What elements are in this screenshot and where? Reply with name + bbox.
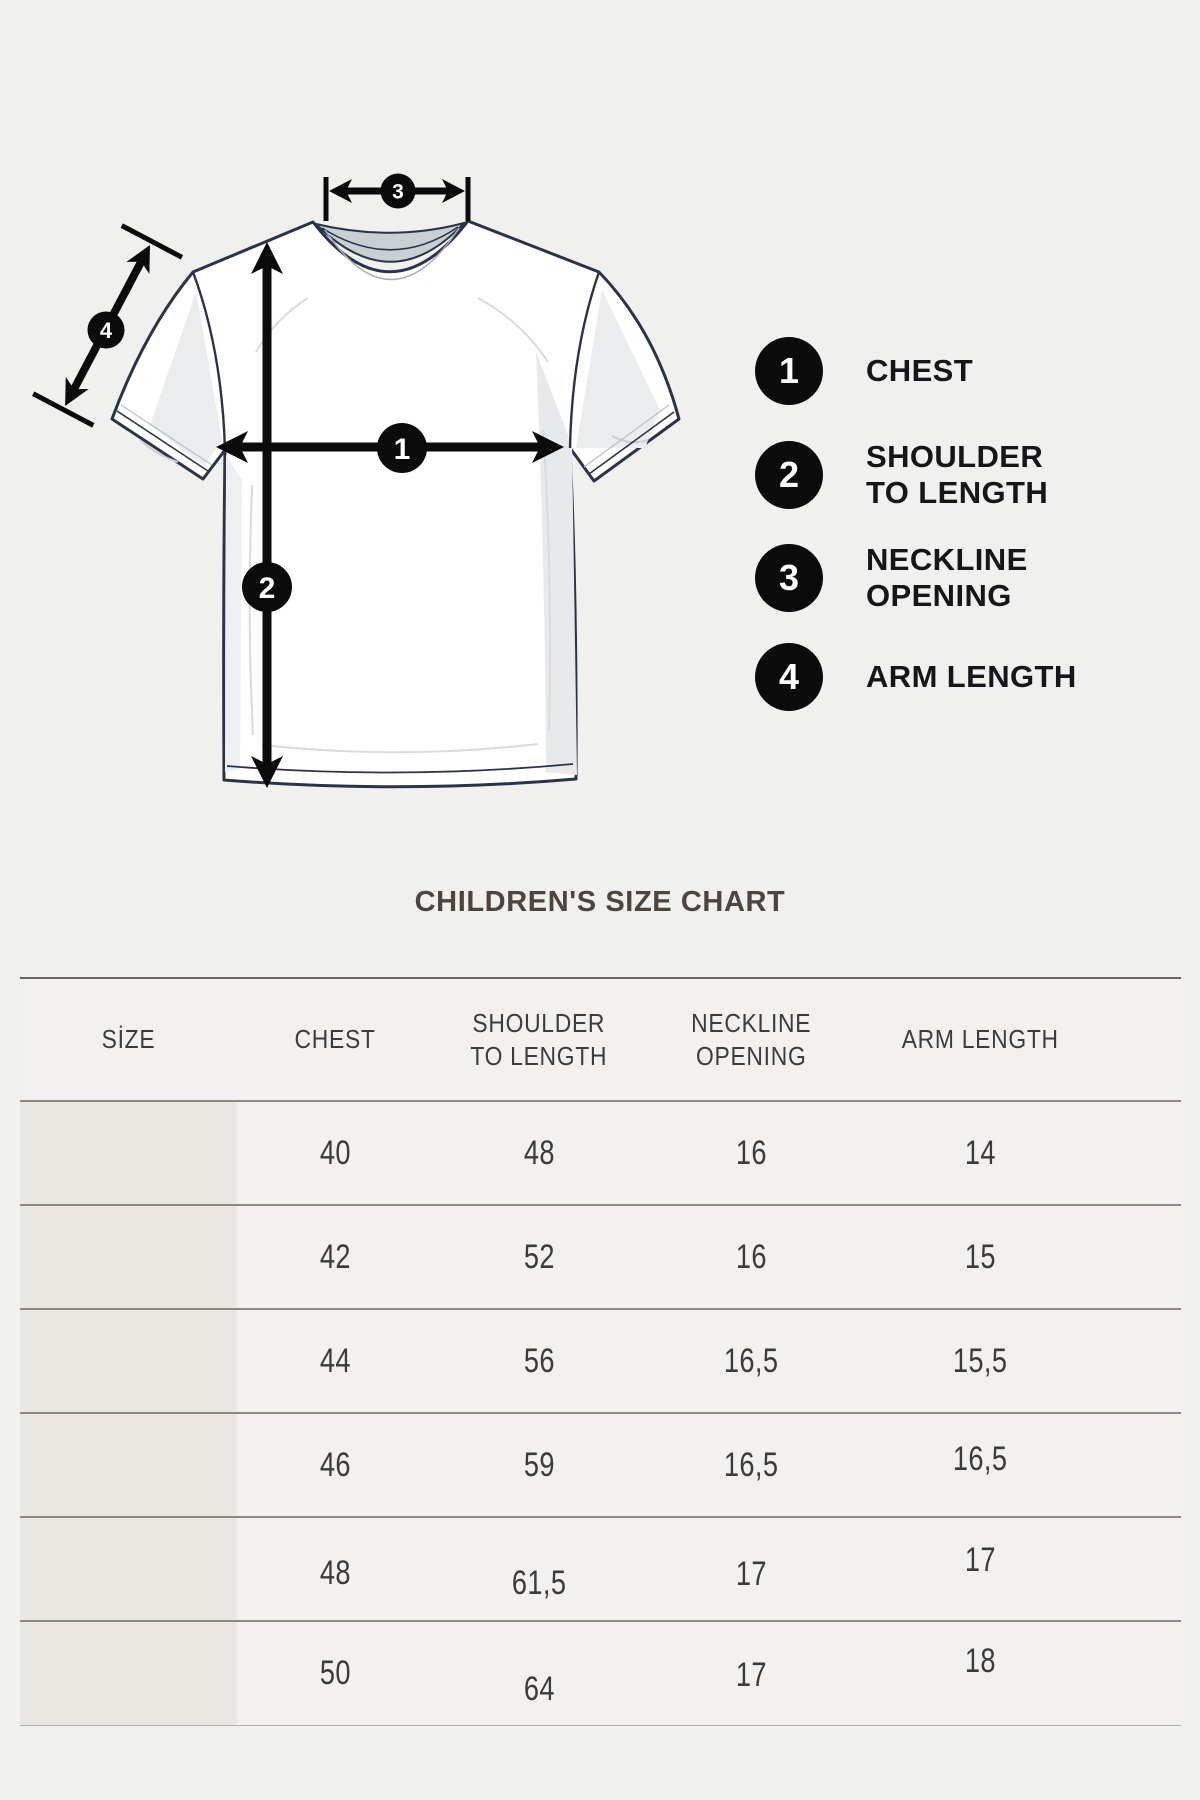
svg-text:1: 1 — [393, 432, 411, 466]
cell-arm: 18 — [964, 1641, 996, 1680]
legend-label — [866, 439, 1048, 511]
cell-shoulder: 52 — [523, 1237, 555, 1276]
cell-arm: 16,5 — [952, 1439, 1008, 1478]
header-neckline-opening: NECKLINE OPENING — [690, 1007, 812, 1071]
cell-shoulder: 48 — [523, 1133, 555, 1172]
table-row — [20, 1205, 1181, 1309]
cell-arm: 15,5 — [952, 1341, 1008, 1380]
legend-label — [866, 659, 1077, 695]
cell-shoulder: 59 — [523, 1445, 555, 1484]
cell-arm: 15 — [964, 1237, 996, 1276]
legend-label-line: OPENING — [866, 578, 1012, 613]
table-row — [20, 1413, 1181, 1517]
header-arm-length: ARM LENGTH — [901, 1024, 1059, 1054]
cell-neckline: 17 — [735, 1655, 767, 1694]
table-row — [20, 1621, 1181, 1725]
legend-item-neckline-opening — [755, 542, 1028, 614]
cell-shoulder: 64 — [523, 1669, 555, 1708]
legend-label-line: CHEST — [866, 353, 974, 388]
cell-neckline: 16 — [735, 1237, 767, 1276]
table-row — [20, 1517, 1181, 1621]
table-header-row — [20, 978, 1181, 1101]
cell-size — [20, 1413, 237, 1517]
marker-arm — [88, 312, 125, 349]
marker-neckline — [381, 174, 416, 209]
size-table — [20, 977, 1181, 1726]
legend-label-line: TO LENGTH — [866, 475, 1049, 510]
legend-item-chest — [755, 337, 973, 405]
header-size: SİZE — [101, 1024, 156, 1054]
legend-label — [866, 542, 1028, 614]
cell-neckline: 16,5 — [723, 1445, 779, 1484]
svg-text:2: 2 — [258, 571, 276, 605]
shade-left-body — [225, 455, 242, 772]
cell-chest: 40 — [319, 1133, 351, 1172]
tshirt-measurement-diagram — [20, 140, 700, 810]
svg-text:3: 3 — [392, 180, 404, 204]
cell-arm: 17 — [964, 1540, 996, 1579]
cell-size — [20, 1621, 237, 1725]
legend-label-line: ARM LENGTH — [866, 659, 1077, 694]
cell-neckline: 16,5 — [723, 1341, 779, 1380]
cell-shoulder: 56 — [523, 1341, 555, 1380]
legend-label-line: SHOULDER — [866, 439, 1044, 474]
cell-size — [20, 1101, 237, 1205]
page-title: CHILDREN'S SIZE CHART — [414, 886, 786, 918]
size-table-container — [20, 977, 1181, 1726]
cell-neckline: 16 — [735, 1133, 767, 1172]
cell-chest: 48 — [319, 1553, 351, 1592]
legend-item-arm-length — [755, 643, 1077, 711]
legend-label-line: NECKLINE — [866, 542, 1028, 577]
cell-chest: 46 — [319, 1445, 351, 1484]
cell-chest: 50 — [319, 1653, 351, 1692]
legend-item-shoulder-to-length — [755, 439, 1048, 511]
table-row — [20, 1309, 1181, 1413]
svg-text:4: 4 — [99, 317, 113, 343]
cell-size — [20, 1517, 237, 1621]
header-shoulder-to-length: SHOULDER TO LENGTH — [470, 1007, 608, 1071]
cell-size — [20, 1309, 237, 1413]
legend-number-badge: 4 — [755, 643, 823, 711]
cell-neckline: 17 — [735, 1554, 767, 1593]
table-row — [20, 1101, 1181, 1205]
legend-number-badge: 3 — [755, 544, 823, 612]
marker-chest — [377, 423, 427, 473]
cell-arm: 14 — [964, 1133, 996, 1172]
cell-size — [20, 1205, 237, 1309]
cell-chest: 44 — [319, 1341, 351, 1380]
cell-shoulder: 61,5 — [511, 1563, 567, 1602]
legend-number-badge: 2 — [755, 441, 823, 509]
marker-length — [242, 562, 292, 612]
legend-number-badge: 1 — [755, 337, 823, 405]
legend-label — [866, 353, 973, 389]
cell-chest: 42 — [319, 1237, 351, 1276]
header-chest: CHEST — [294, 1024, 376, 1054]
